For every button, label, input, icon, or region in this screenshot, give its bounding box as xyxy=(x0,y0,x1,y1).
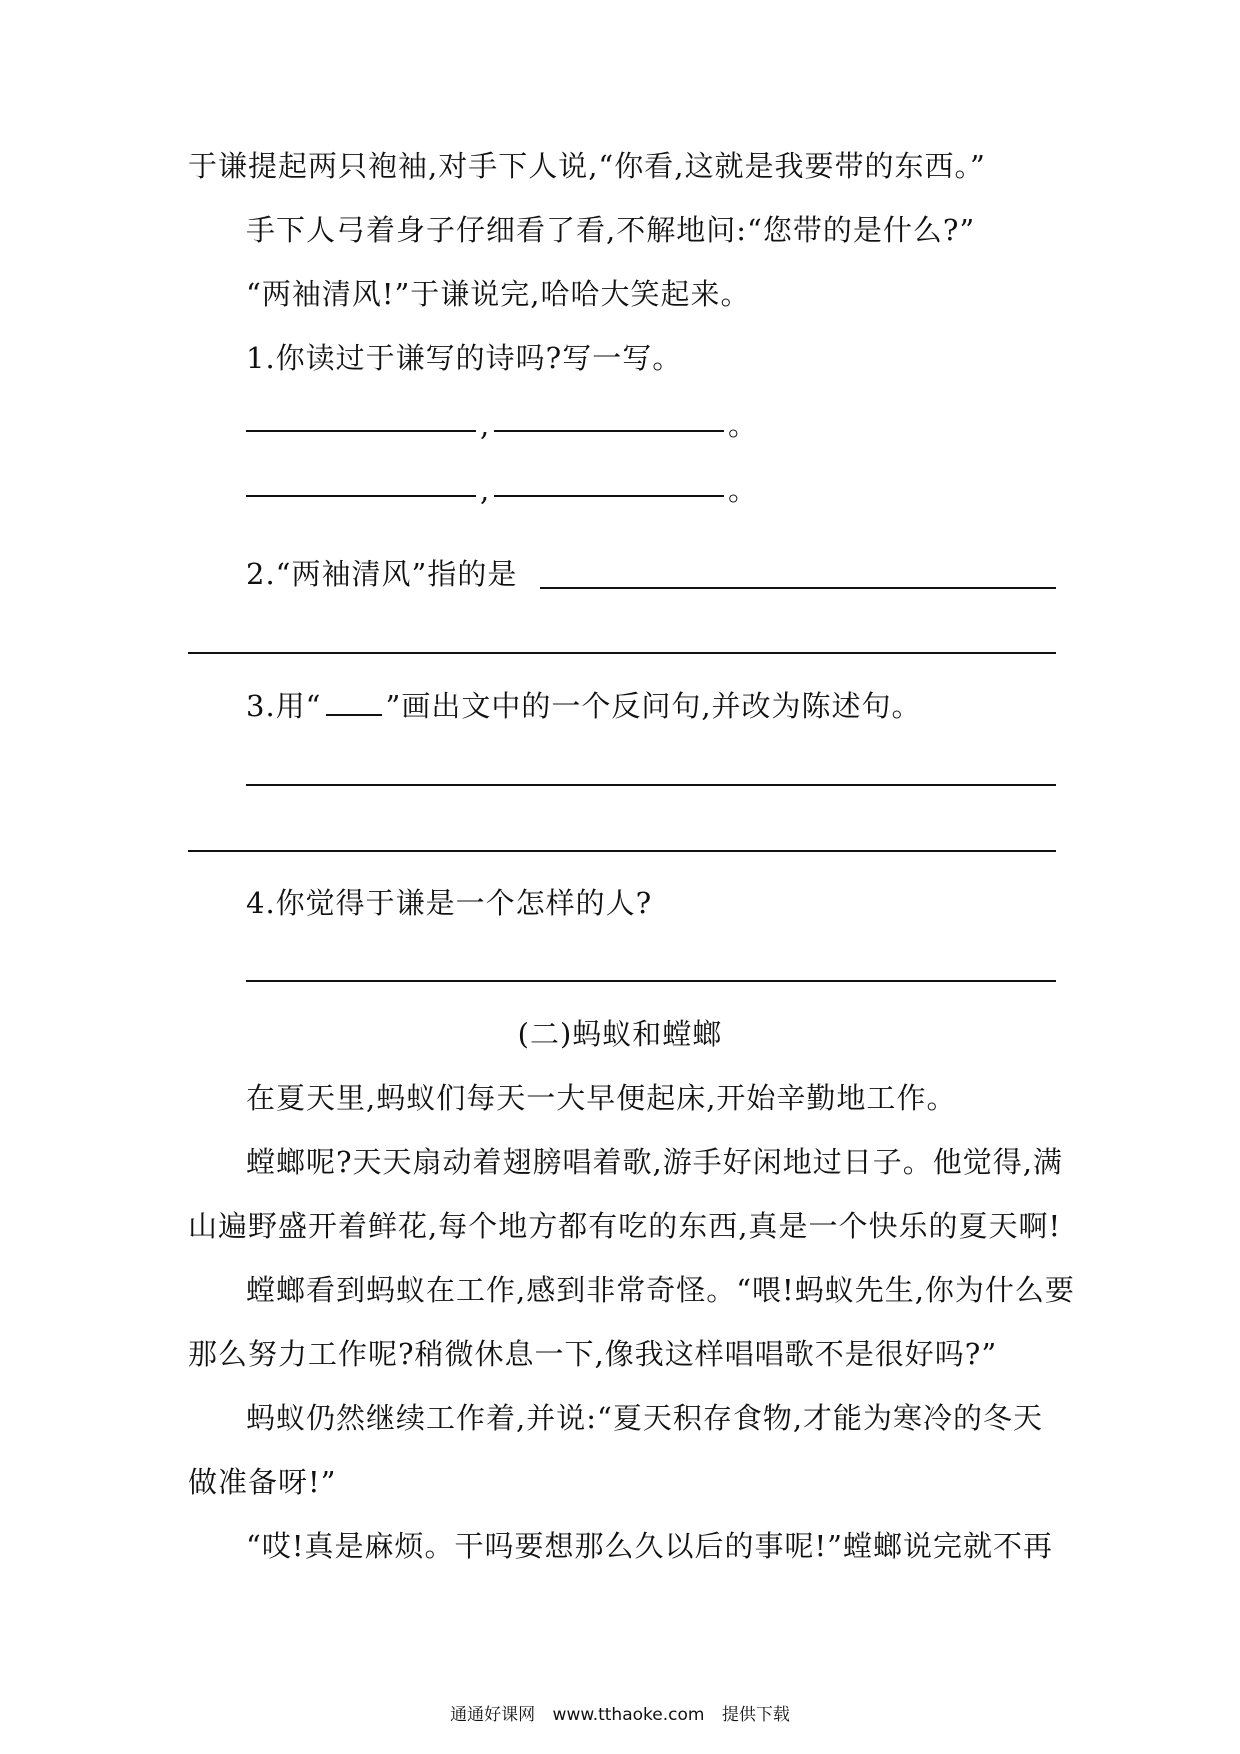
answer-blank-1d[interactable] xyxy=(494,495,724,497)
answer-blank-2b[interactable] xyxy=(188,652,1056,654)
answer-blank-2a[interactable] xyxy=(540,587,1056,589)
story2-paragraph-3a: 螳螂看到蚂蚁在工作,感到非常奇怪。“喂!蚂蚁先生,你为什么要 xyxy=(246,1273,1075,1307)
story2-paragraph-4b: 做准备呀!” xyxy=(188,1465,337,1499)
answer-blank-3a[interactable] xyxy=(246,784,1056,786)
story2-title: (二)蚂蚁和螳螂 xyxy=(517,1017,723,1051)
answer-period-1b: 。 xyxy=(728,473,759,507)
story2-paragraph-1: 在夏天里,蚂蚁们每天一大早便起床,开始辛勤地工作。 xyxy=(246,1081,957,1115)
story2-paragraph-4a: 蚂蚁仍然继续工作着,并说:“夏天积存食物,才能为寒冷的冬天 xyxy=(246,1401,1044,1435)
answer-comma-1a: , xyxy=(480,408,491,442)
story2-paragraph-2a: 螳螂呢?天天扇动着翅膀唱着歌,游手好闲地过日子。他觉得,满 xyxy=(246,1145,1063,1179)
answer-period-1a: 。 xyxy=(728,408,759,442)
story1-paragraph-1: 于谦提起两只袍袖,对手下人说,“你看,这就是我要带的东西。” xyxy=(188,149,986,183)
footer-site-name: 通通好课网 xyxy=(450,1705,536,1725)
answer-blank-3b[interactable] xyxy=(188,850,1056,852)
story2-paragraph-3b: 那么努力工作呢?稍微休息一下,像我这样唱唱歌不是很好吗?” xyxy=(188,1337,998,1371)
question-4: 4.你觉得于谦是一个怎样的人? xyxy=(246,886,653,920)
question-1: 1.你读过于谦写的诗吗?写一写。 xyxy=(246,341,683,375)
question-3-suffix: ”画出文中的一个反问句,并改为陈述句。 xyxy=(385,689,922,723)
footer-url[interactable]: www.tthaoke.com xyxy=(552,1705,705,1725)
underline-sample xyxy=(326,688,382,716)
story1-paragraph-3: “两袖清风!”于谦说完,哈哈大笑起来。 xyxy=(246,277,751,311)
answer-blank-4[interactable] xyxy=(246,980,1056,982)
page-footer xyxy=(0,1700,1240,1725)
question-2: 2.“两袖清风”指的是 xyxy=(246,557,518,591)
question-3-prefix: 3.用“ xyxy=(246,689,322,723)
story1-paragraph-2: 手下人弓着身子仔细看了看,不解地问:“您带的是什么?” xyxy=(246,213,976,247)
story2-paragraph-2b: 山遍野盛开着鲜花,每个地方都有吃的东西,真是一个快乐的夏天啊! xyxy=(188,1209,1062,1243)
story2-paragraph-5: “哎!真是麻烦。干吗要想那么久以后的事呢!”螳螂说完就不再 xyxy=(246,1529,1053,1563)
answer-blank-1b[interactable] xyxy=(494,430,724,432)
answer-comma-1b: , xyxy=(480,473,491,507)
answer-blank-1c[interactable] xyxy=(246,495,476,497)
question-3 xyxy=(246,686,922,726)
answer-blank-1a[interactable] xyxy=(246,430,476,432)
footer-note: 提供下载 xyxy=(721,1705,790,1725)
